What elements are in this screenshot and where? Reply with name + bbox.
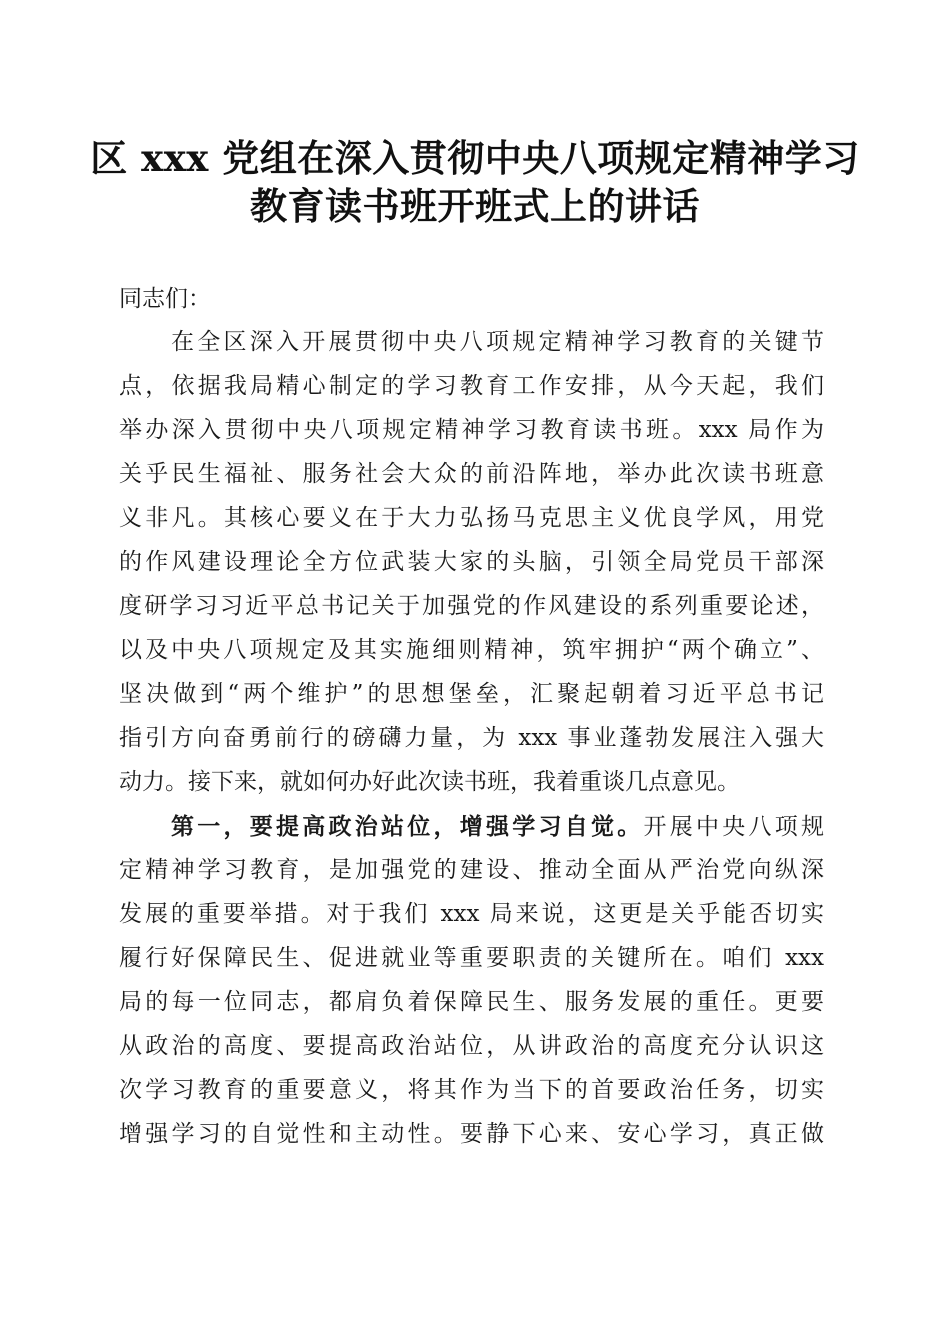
paragraph-1-line: 义非凡。其核心要义在于大力弘扬马克思主义优良学风，用党: [119, 505, 824, 531]
paragraph-2-line: 局的每一位同志，都肩负着保障民生、服务发展的重任。更要: [119, 989, 824, 1015]
title-line-1: 区 xxx 党组在深入贯彻中央八项规定精神学习: [90, 136, 860, 180]
paragraph-2-line: 从政治的高度、要提高政治站位，从讲政治的高度充分认识这: [119, 1033, 824, 1059]
paragraph-1-line: 在全区深入开展贯彻中央八项规定精神学习教育的关键节: [171, 329, 824, 355]
paragraph-2-line: 增强学习的自觉性和主动性。要静下心来、安心学习，真正做: [119, 1121, 824, 1147]
paragraph-2-line: 履行好保障民生、促进就业等重要职责的关键所在。咱们 xxx: [119, 945, 824, 971]
salutation: 同志们：: [119, 286, 211, 312]
paragraph-1-line: 点，依据我局精心制定的学习教育工作安排，从今天起，我们: [119, 373, 824, 399]
paragraph-1-line: 坚决做到“两个维护”的思想堡垒，汇聚起朝着习近平总书记: [119, 681, 824, 707]
paragraph-2-line: 次学习教育的重要意义，将其作为当下的首要政治任务，切实: [119, 1077, 824, 1103]
paragraph-1-line: 举办深入贯彻中央八项规定精神学习教育读书班。xxx 局作为: [119, 417, 824, 443]
paragraph-2-first-line-rest: 开展中央八项规: [643, 814, 824, 840]
title-line-2: 教育读书班开班式上的讲话: [250, 184, 700, 228]
paragraph-1-line: 关乎民生福祉、服务社会大众的前沿阵地，举办此次读书班意: [119, 461, 824, 487]
paragraph-2-first-line: [171, 815, 824, 839]
paragraph-2-heading: 第一，要提高政治站位，增强学习自觉。: [171, 813, 644, 840]
paragraph-1-line: 度研学习习近平总书记关于加强党的作风建设的系列重要论述，: [119, 593, 824, 619]
paragraph-1-line: 动力。接下来，就如何办好此次读书班，我着重谈几点意见。: [119, 769, 740, 795]
paragraph-1-line: 的作风建设理论全方位武装大家的头脑，引领全局党员干部深: [119, 549, 824, 575]
paragraph-1-line: 以及中央八项规定及其实施细则精神，筑牢拥护“两个确立”、: [119, 637, 824, 663]
paragraph-1-line: 指引方向奋勇前行的磅礴力量，为 xxx 事业蓬勃发展注入强大: [119, 725, 824, 751]
paragraph-2-line: 定精神学习教育，是加强党的建设、推动全面从严治党向纵深: [119, 857, 824, 883]
paragraph-2-line: 发展的重要举措。对于我们 xxx 局来说，这更是关乎能否切实: [119, 901, 824, 927]
